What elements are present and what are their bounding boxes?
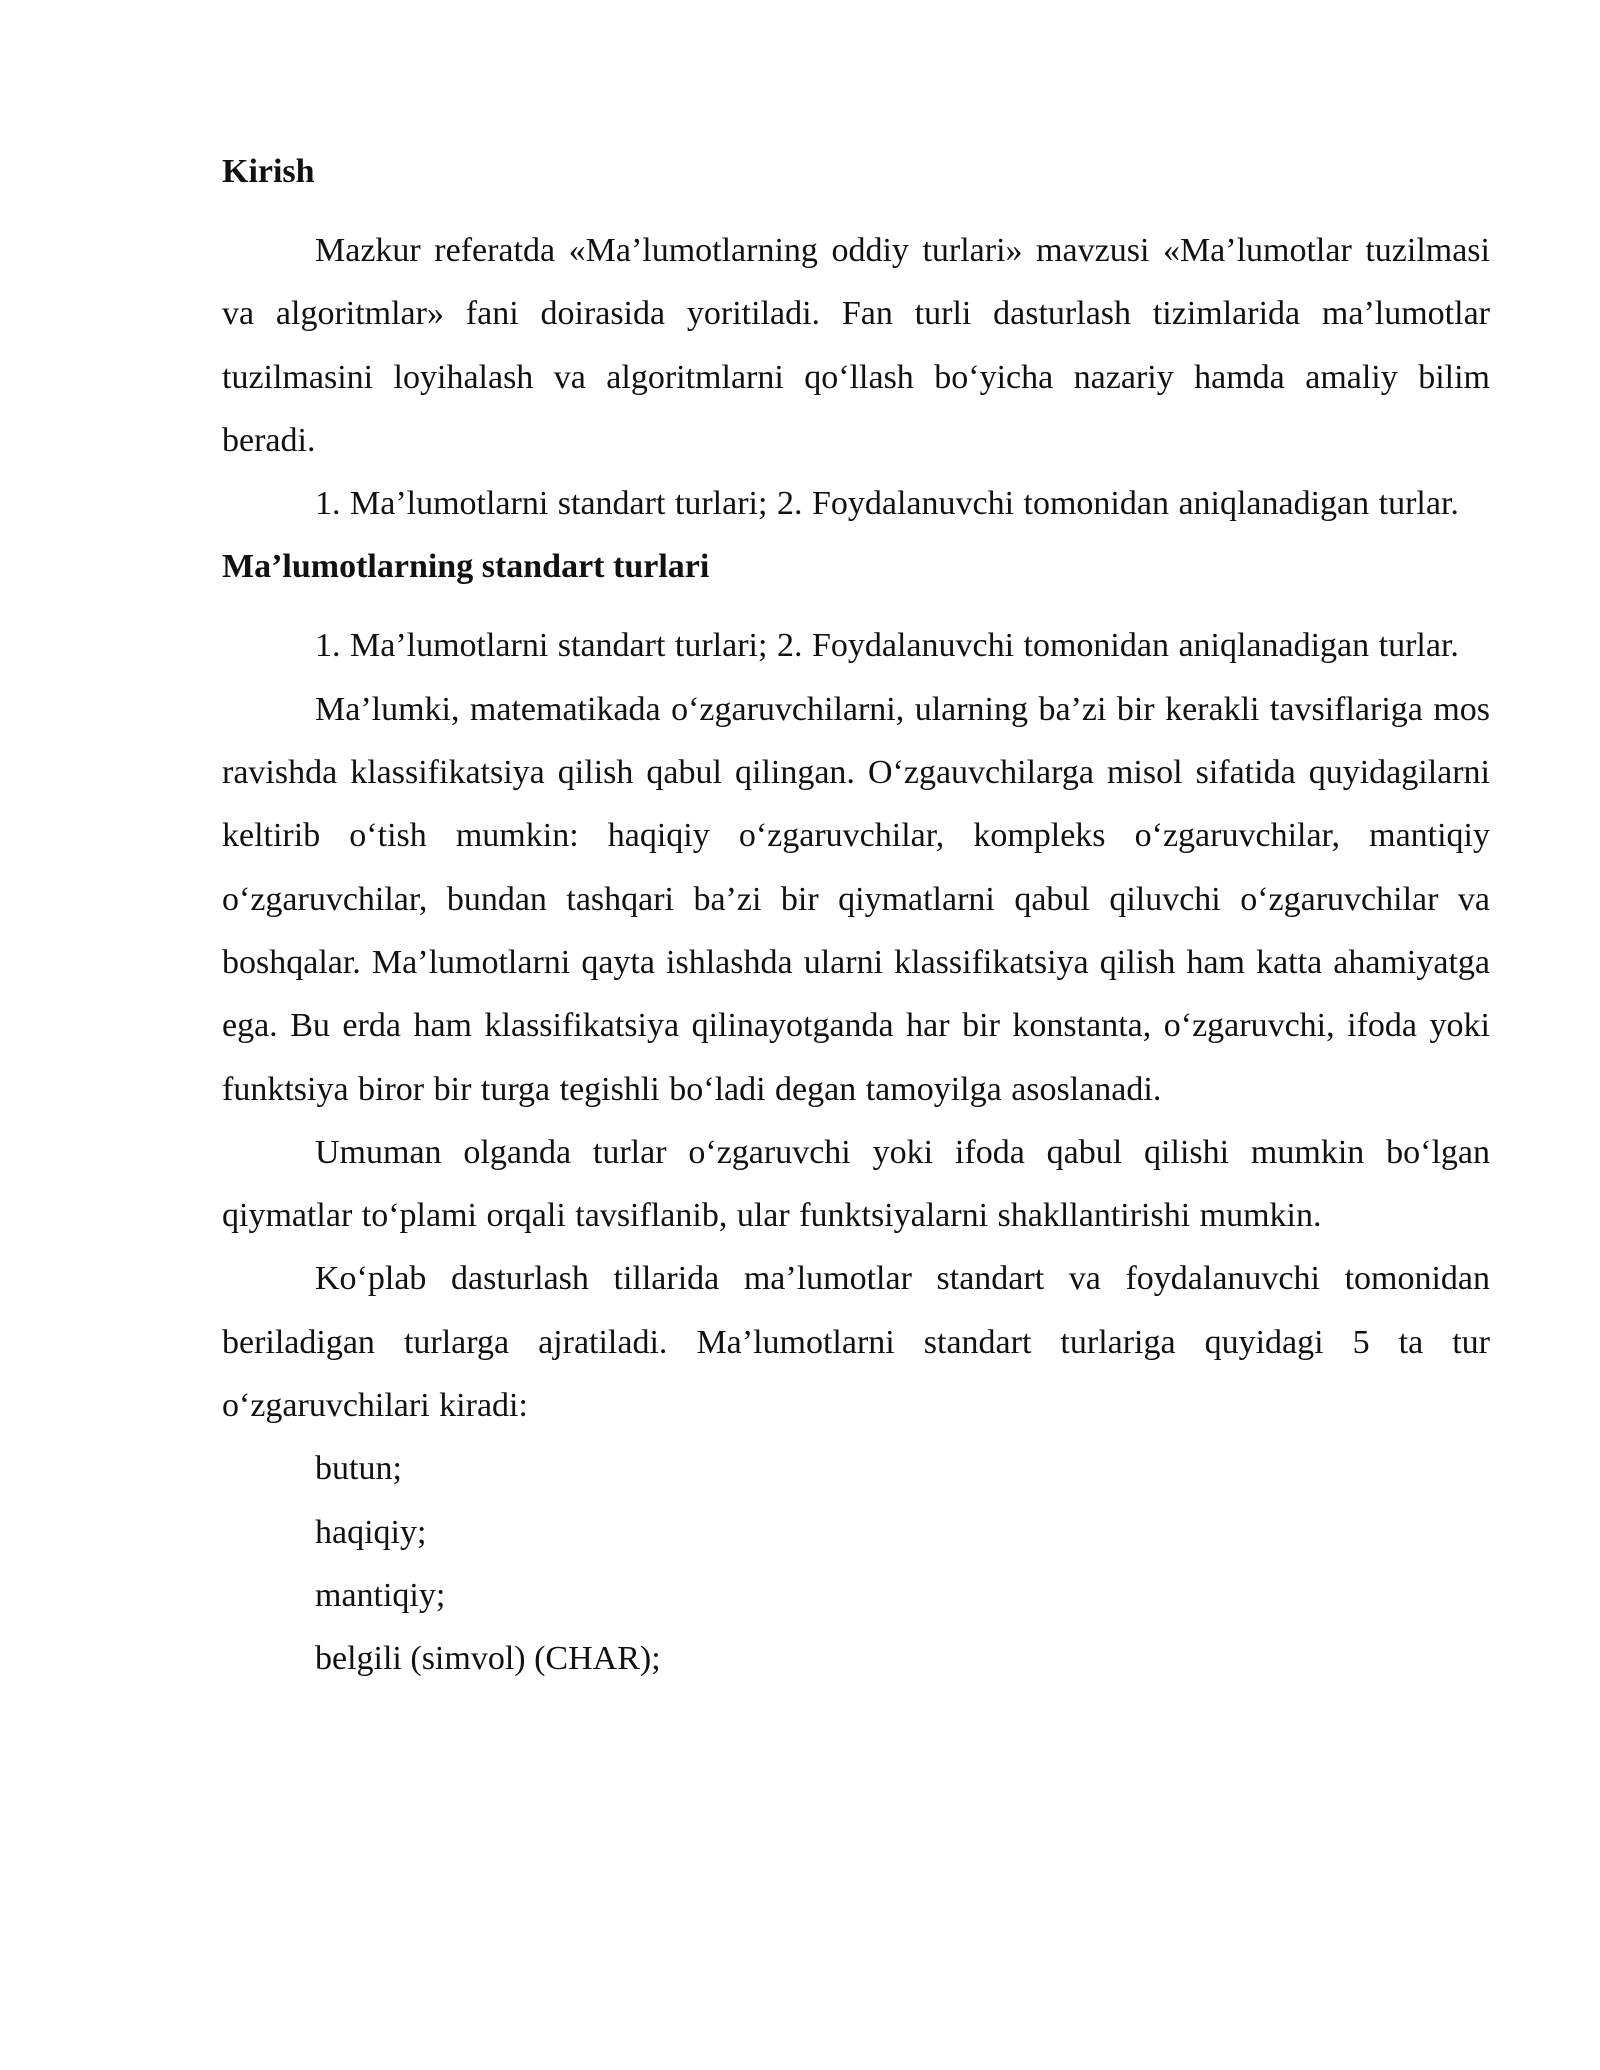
paragraph-math-classification: Ma’lumki, matematikada o‘zgaruvchilarni, ularning ba’zi bir kerakli tavsiflariga mos ravishda klassifikatsiya qilish qabul qilingan. O‘zgauvchilarga misol sifatida quyidagilarni keltirib o‘tish mumkin: haqiqiy o‘zgaruvchilar, kompleks o‘zgaruvchilar, mantiqiy o‘zgaruvchilar, bundan tashqari ba’zi bir qiymatlarni qabul qiluvchi o‘zgaruvchilar va boshqalar. Ma’lumotlarni qayta ishlashda ularni klassifikatsiya qilish ham katta ahamiyatga ega. Bu erda ham klassifikatsiya qilinayotganda har bir konstanta, o‘zgaruvchi, ifoda yoki funktsiya biror bir turga tegishli bo‘ladi degan tamoyilga asoslanadi. (222, 690, 1490, 1108)
heading-standard-types: Ma’lumotlarning standart turlari (222, 548, 710, 586)
list-item: mantiqiy; (315, 1576, 446, 1614)
heading-intro: Kirish (222, 153, 315, 190)
paragraph-general-types: Umuman olganda turlar o‘zgaruvchi yoki ifoda qabul qilishi mumkin bo‘lgan qiymatlar to‘plami orqali tavsiflanib, ular funktsiyalarni shakllantirishi mumkin. (222, 1133, 1490, 1235)
standard-types-list (222, 1437, 1490, 1690)
paragraph-types-1: 1. Ma’lumotlarni standart turlari; 2. Foydalanuvchi tomonidan aniqlanadigan turlar. (315, 485, 1459, 523)
paragraph-programming-languages: Ko‘plab dasturlash tillarida ma’lumotlar standart va foydalanuvchi tomonidan beriladigan turlarga ajratiladi. Ma’lumotlarni standart turlariga quyidagi 5 ta tur o‘zgaruvchilari kiradi: (222, 1260, 1490, 1425)
list-item: haqiqiy; (315, 1513, 427, 1551)
paragraph-intro: Mazkur referatda «Ma’lumotlarning oddiy turlari» mavzusi «Ma’lumotlar tuzilmasi va algoritmlar» fani doirasida yoritiladi. Fan turli dasturlash tizimlarida ma’lumotlar tuzilmasini loyihalash va algoritmlarni qo‘llash bo‘yicha nazariy hamda amaliy bilim beradi. (222, 232, 1490, 459)
paragraph-types-2: 1. Ma’lumotlarni standart turlari; 2. Foydalanuvchi tomonidan aniqlanadigan turlar. (315, 627, 1459, 665)
list-item: butun; (315, 1450, 402, 1488)
document-body (222, 140, 1490, 1691)
list-item: belgili (simvol) (CHAR); (315, 1640, 661, 1678)
